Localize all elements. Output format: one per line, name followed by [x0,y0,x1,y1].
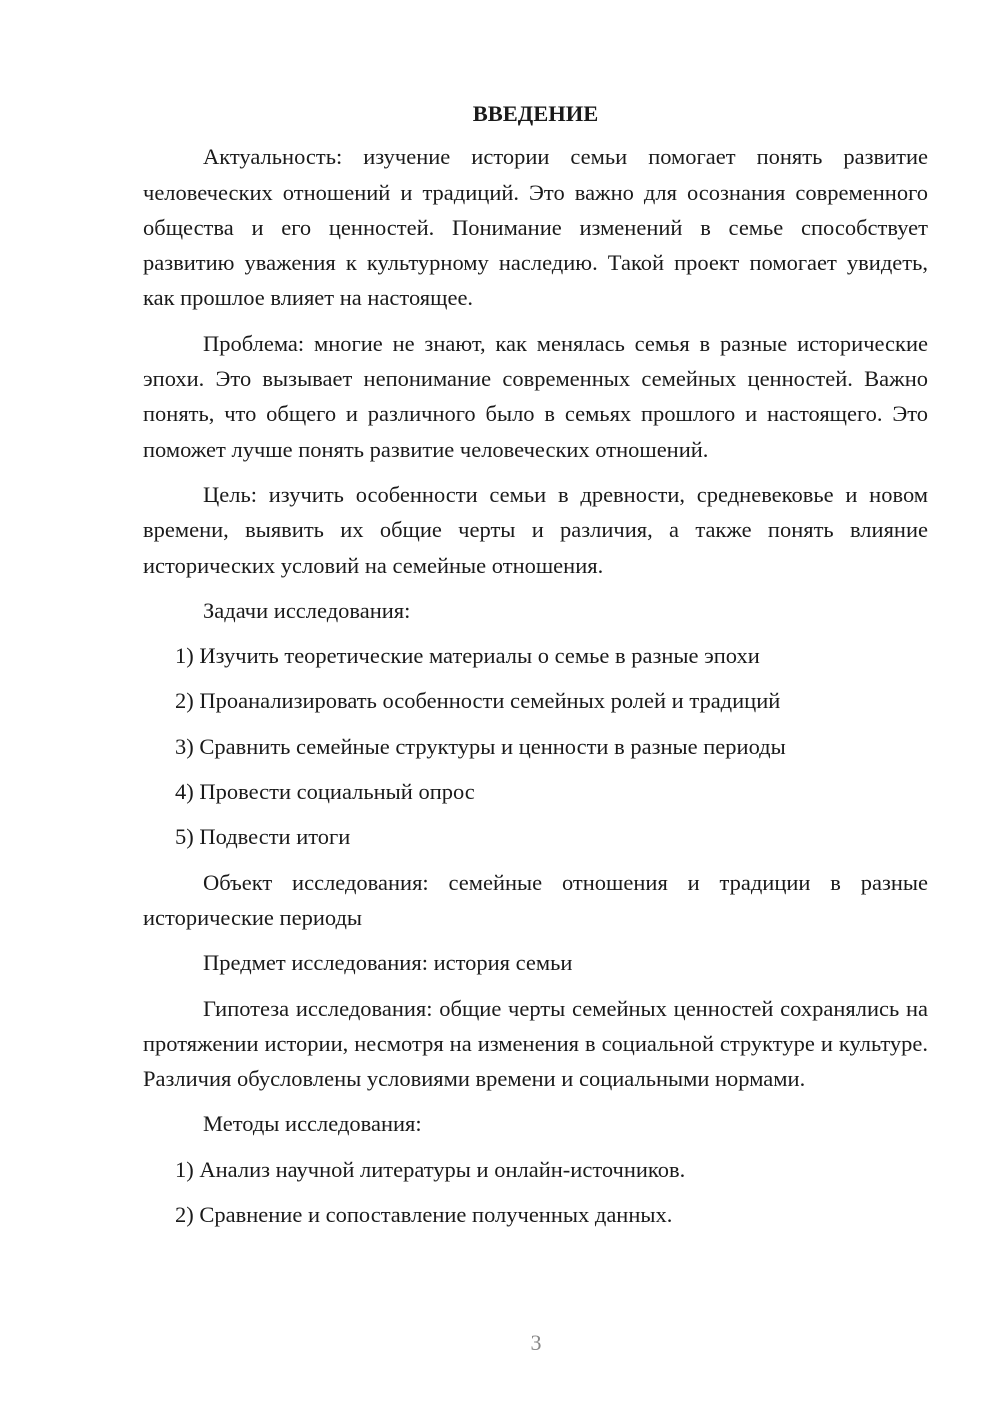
goal-paragraph: Цель: изучить особенности семьи в древности, средневековье и новом времени, выявить их общие черты и различия, а также понять влияние исторических условий на семейные отношения. [143,481,928,578]
problem-paragraph: Проблема: многие не знают, как менялась семья в разные исторические эпохи. Это вызывает непонимание современных семейных ценностей. Важно понять, что общего и различного было в семьях прошлого и настоящего. Это поможет лучше понять развитие человеческих отношений. [143,330,928,462]
list-item: 2) Проанализировать особенности семейных ролей и традиций [175,688,781,714]
tasks-title: Задачи исследования: [203,597,411,623]
page-number: 3 [530,1330,542,1355]
page-title: ВВЕДЕНИЕ [472,101,599,126]
tasks-list [143,638,928,854]
methods-title: Методы исследования: [203,1111,422,1137]
list-item: 1) Изучить теоретические материалы о семье в разные эпохи [175,643,760,669]
list-item: 1) Анализ научной литературы и онлайн-источников. [175,1156,686,1182]
methods-list [143,1152,928,1233]
list-item: 5) Подвести итоги [175,824,351,850]
hypothesis-paragraph: Гипотеза исследования: общие черты семейных ценностей сохранялись на протяжении истории, несмотря на изменения в социальной структуре и культуре. Различия обусловлены условиями времени и социальными нормами. [143,995,928,1092]
subject-paragraph: Предмет исследования: история семьи [203,950,573,976]
object-paragraph: Объект исследования: семейные отношения и традиции в разные исторические периоды [143,869,928,930]
page-content [143,96,928,1242]
list-item: 2) Сравнение и сопоставление полученных данных. [175,1202,673,1228]
list-item: 3) Сравнить семейные структуры и ценности в разные периоды [175,733,786,759]
relevance-paragraph: Актуальность: изучение истории семьи помогает понять развитие человеческих отношений и традиций. Это важно для осознания современного общества и его ценностей. Понимание изменений в семье способствует развитию уважения к культурному наследию. Такой проект помогает увидеть, как прошлое влияет на настоящее. [143,144,928,311]
list-item: 4) Провести социальный опрос [175,779,475,805]
